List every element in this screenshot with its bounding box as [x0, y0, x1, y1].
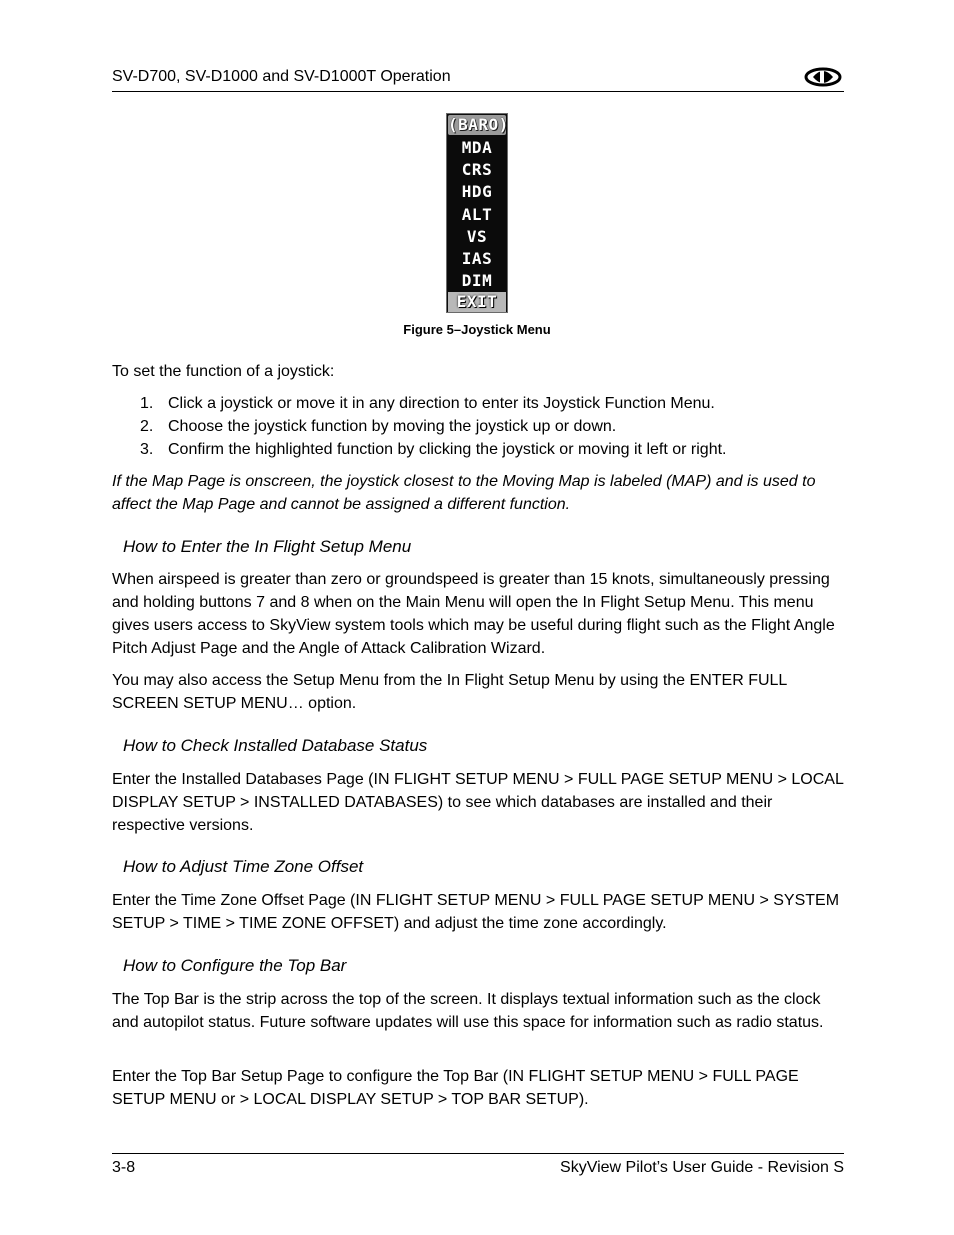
paragraph: Enter the Time Zone Offset Page (IN FLIGHT SETUP MENU > FULL PAGE SETUP MENU > SYSTEM SETUP > TIME > TIME ZONE OFFSET) and adjust the time zone accordingly.	[112, 892, 840, 932]
page-header	[112, 64, 844, 92]
paragraph: You may also access the Setup Menu from the In Flight Setup Menu by using the ENTER FULL SCREEN SETUP MENU… option.	[112, 672, 787, 712]
step-number: 3.	[140, 441, 154, 458]
header-title: SV-D700, SV-D1000 and SV-D1000T Operation	[112, 68, 451, 85]
page-number: 3-8	[112, 1159, 136, 1176]
page-footer	[112, 1153, 844, 1184]
menu-item-hdg: HDG	[461, 182, 493, 201]
footer-doc-title: SkyView Pilot’s User Guide - Revision S	[560, 1159, 844, 1176]
section-heading: How to Enter the In Flight Setup Menu	[123, 537, 412, 556]
paragraph: Enter the Top Bar Setup Page to configure the Top Bar (IN FLIGHT SETUP MENU > FULL PAGE SETUP MENU or > LOCAL DISPLAY SETUP > TOP BAR SETUP).	[112, 1068, 799, 1108]
menu-item-crs: CRS	[461, 160, 493, 179]
step-text: Choose the joystick function by moving the joystick up or down.	[168, 418, 617, 435]
paragraph: When airspeed is greater than zero or groundspeed is greater than 15 knots, simultaneously pressing and holding buttons 7 and 8 when on the Main Menu will open the In Flight Setup Menu. This menu gives users access to SkyView system tools which may be useful during flight such as the Flight Angle Pitch Adjust Page and the Angle of Attack Calibration Wizard.	[112, 571, 835, 657]
section-heading: How to Configure the Top Bar	[123, 956, 347, 975]
step-text: Confirm the highlighted function by clicking the joystick or moving it left or right.	[168, 441, 727, 458]
section-heading: How to Adjust Time Zone Offset	[123, 857, 364, 876]
menu-item-mda: MDA	[461, 138, 493, 157]
list-item	[140, 438, 726, 461]
figure-caption: Figure 5–Joystick Menu	[403, 322, 551, 337]
paragraph: Enter the Installed Databases Page (IN FLIGHT SETUP MENU > FULL PAGE SETUP MENU > LOCAL DISPLAY SETUP > INSTALLED DATABASES) to see which databases are installed and their respective versions.	[112, 771, 844, 834]
menu-item-vs: VS	[466, 227, 488, 246]
menu-item-alt: ALT	[461, 205, 493, 224]
menu-item-ias: IAS	[461, 249, 493, 268]
joystick-menu-figure	[446, 113, 508, 313]
step-text: Click a joystick or move it in any direction to enter its Joystick Function Menu.	[168, 395, 715, 412]
list-item	[140, 392, 715, 415]
step-number: 2.	[140, 418, 154, 435]
list-item	[140, 415, 616, 438]
map-note: If the Map Page is onscreen, the joystick closest to the Moving Map is labeled (MAP) and is used to affect the Map Page and cannot be assigned a different function.	[112, 473, 816, 513]
menu-item-exit: EXIT	[448, 292, 506, 312]
menu-item-baro: (BARO)	[448, 115, 509, 134]
menu-item-dim: DIM	[461, 271, 493, 290]
dynon-logo-icon	[804, 66, 842, 88]
paragraph: The Top Bar is the strip across the top of the screen. It displays textual information such as the clock and autopilot status. Future software updates will use this space for information such as radio status.	[112, 991, 824, 1031]
intro-text: To set the function of a joystick:	[112, 363, 335, 380]
step-number: 1.	[140, 395, 154, 412]
section-heading: How to Check Installed Database Status	[123, 736, 428, 755]
